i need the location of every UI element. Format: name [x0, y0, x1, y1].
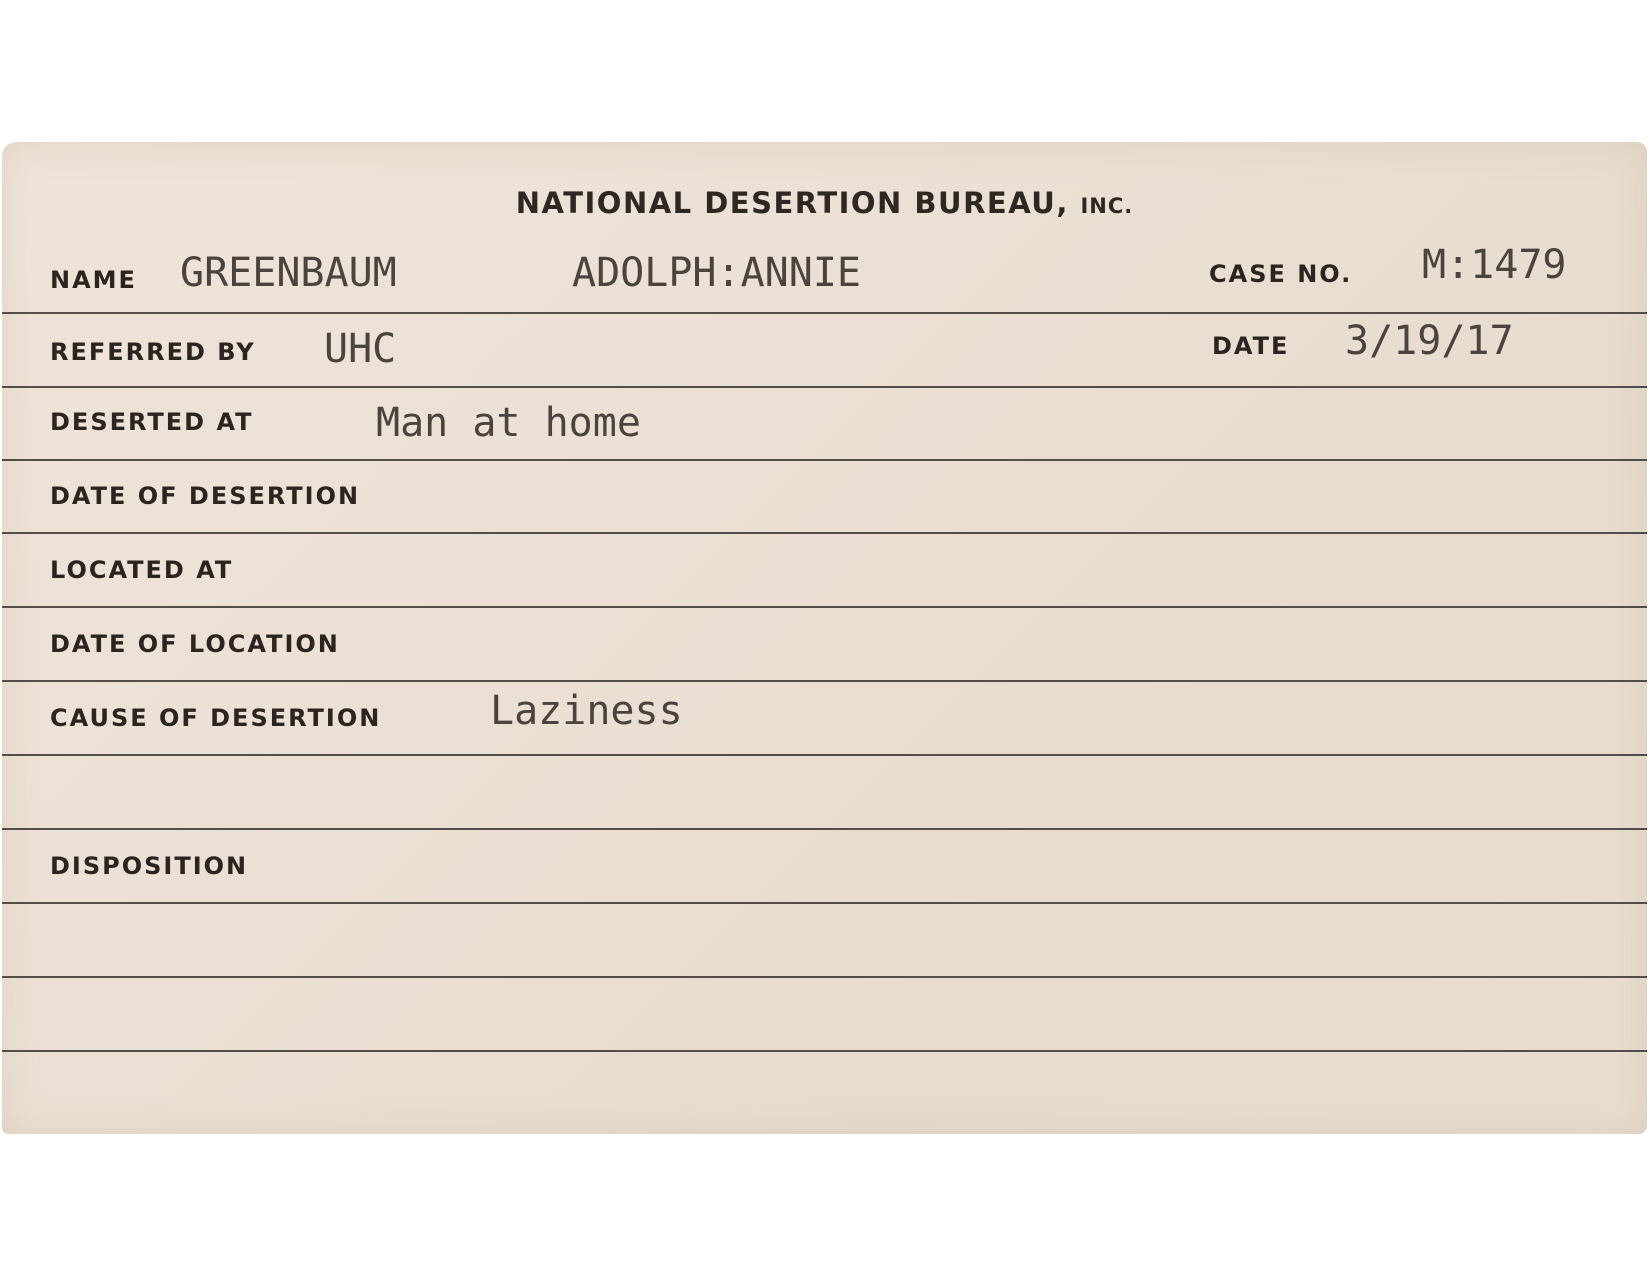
rule-located-at	[2, 606, 1647, 608]
rule-date-of-desertion	[2, 532, 1647, 534]
card-title-text: NATIONAL DESERTION BUREAU,	[515, 186, 1069, 220]
deserted-at-value: Man at home	[376, 400, 641, 446]
disposition-label: DISPOSITION	[50, 852, 249, 880]
rule-blank	[2, 828, 1647, 830]
referred-by-label: REFERRED BY	[50, 338, 256, 366]
rule-referred-by	[2, 386, 1647, 388]
rule-disposition-extra-1	[2, 976, 1647, 978]
referred-by-value: UHC	[324, 326, 397, 372]
rule-name	[2, 312, 1647, 314]
date-of-location-label: DATE OF LOCATION	[50, 630, 340, 658]
date-value: 3/19/17	[1345, 318, 1514, 364]
card-title	[2, 186, 1647, 220]
card-title-suffix: INC.	[1080, 194, 1134, 218]
cause-of-desertion-label: CAUSE OF DESERTION	[50, 704, 382, 732]
rule-date-of-location	[2, 680, 1647, 682]
surname-value: GREENBAUM	[180, 250, 397, 296]
cause-of-desertion-value: Laziness	[490, 688, 683, 734]
given-names-value: ADOLPH:ANNIE	[572, 250, 861, 296]
rule-disposition	[2, 902, 1647, 904]
date-of-desertion-label: DATE OF DESERTION	[50, 482, 361, 510]
case-no-label: CASE NO.	[1209, 260, 1353, 288]
date-label: DATE	[1212, 332, 1290, 360]
rule-disposition-extra-2	[2, 1050, 1647, 1052]
name-label: NAME	[50, 266, 137, 294]
index-card	[2, 142, 1647, 1134]
deserted-at-label: DESERTED AT	[50, 408, 254, 436]
located-at-label: LOCATED AT	[50, 556, 234, 584]
rule-deserted-at	[2, 459, 1647, 461]
case-no-value: M:1479	[1422, 242, 1567, 288]
rule-cause-of-desertion	[2, 754, 1647, 756]
